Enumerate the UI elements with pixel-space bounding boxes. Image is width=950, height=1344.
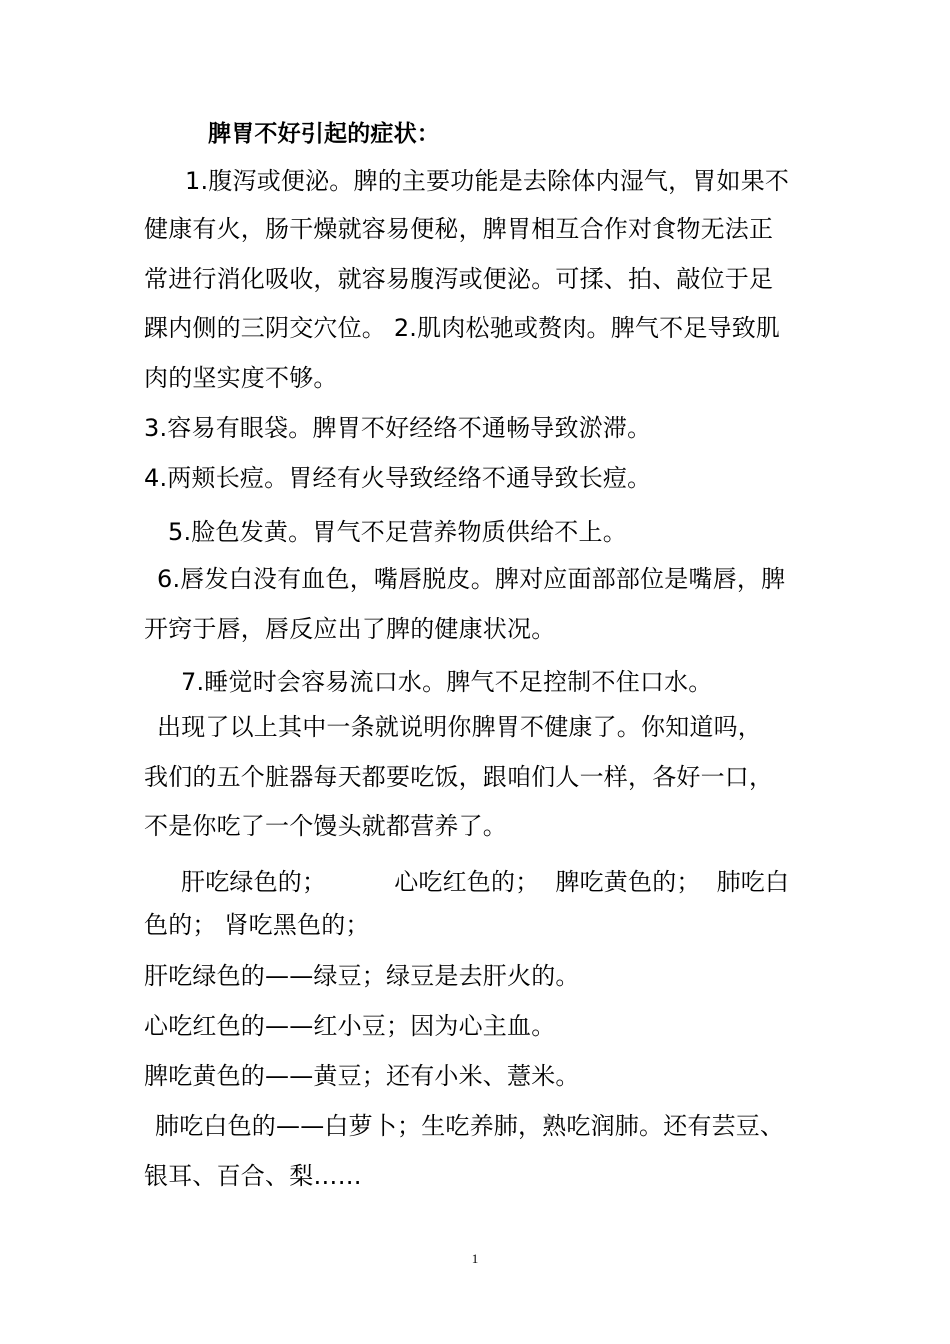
paragraph-line: 我们的五个脏器每天都要吃饭，跟咱们人一样，各好一口，	[144, 763, 774, 791]
document-title: 脾胃不好引起的症状：	[208, 121, 440, 147]
foods-line	[181, 867, 851, 897]
paragraph-line: 健康有火，肠干燥就容易便秘，脾胃相互合作对食物无法正	[144, 215, 774, 243]
detail-line: 肝吃绿色的——绿豆；绿豆是去肝火的。	[144, 962, 580, 990]
paragraph-line: 踝内侧的三阴交穴位。 2.肌肉松驰或赘肉。脾气不足导致肌	[144, 314, 781, 342]
food-liver: 肝吃绿色的；	[181, 868, 327, 896]
food-lung: 肺吃白	[716, 868, 790, 896]
detail-line: 脾吃黄色的——黄豆；还有小米、薏米。	[144, 1062, 580, 1090]
detail-line: 心吃红色的——红小豆；因为心主血。	[144, 1012, 556, 1040]
page-number: 1	[471, 1251, 479, 1266]
paragraph-line: 7.睡觉时会容易流口水。脾气不足控制不住口水。	[181, 668, 713, 696]
paragraph-line: 出现了以上其中一条就说明你脾胃不健康了。你知道吗，	[157, 713, 762, 741]
paragraph-line: 肉的坚实度不够。	[144, 364, 338, 392]
food-spleen: 脾吃黄色的；	[555, 868, 701, 896]
paragraph-line: 4.两颊长痘。胃经有火导致经络不通导致长痘。	[144, 464, 652, 492]
paragraph-line: 3.容易有眼袋。脾胃不好经络不通畅导致淤滞。	[144, 414, 652, 442]
paragraph-line: 1.腹泻或便泌。脾的主要功能是去除体内湿气，胃如果不	[185, 167, 790, 195]
paragraph-line: 常进行消化吸收，就容易腹泻或便泌。可揉、拍、敲位于足	[144, 265, 774, 293]
paragraph-line: 开窍于唇，唇反应出了脾的健康状况。	[144, 615, 556, 643]
paragraph-line: 5.脸色发黄。胃气不足营养物质供给不上。	[168, 518, 627, 546]
paragraph-line: 6.唇发白没有血色，嘴唇脱皮。脾对应面部部位是嘴唇，脾	[157, 565, 786, 593]
paragraph-line: 不是你吃了一个馒头就都营养了。	[144, 812, 507, 840]
foods-line-continued: 色的； 肾吃黑色的；	[144, 911, 370, 939]
detail-line: 肺吃白色的——白萝卜；生吃养肺，熟吃润肺。还有芸豆、	[155, 1112, 785, 1140]
detail-line: 银耳、百合、梨……	[144, 1162, 362, 1190]
food-heart: 心吃红色的；	[394, 868, 540, 896]
